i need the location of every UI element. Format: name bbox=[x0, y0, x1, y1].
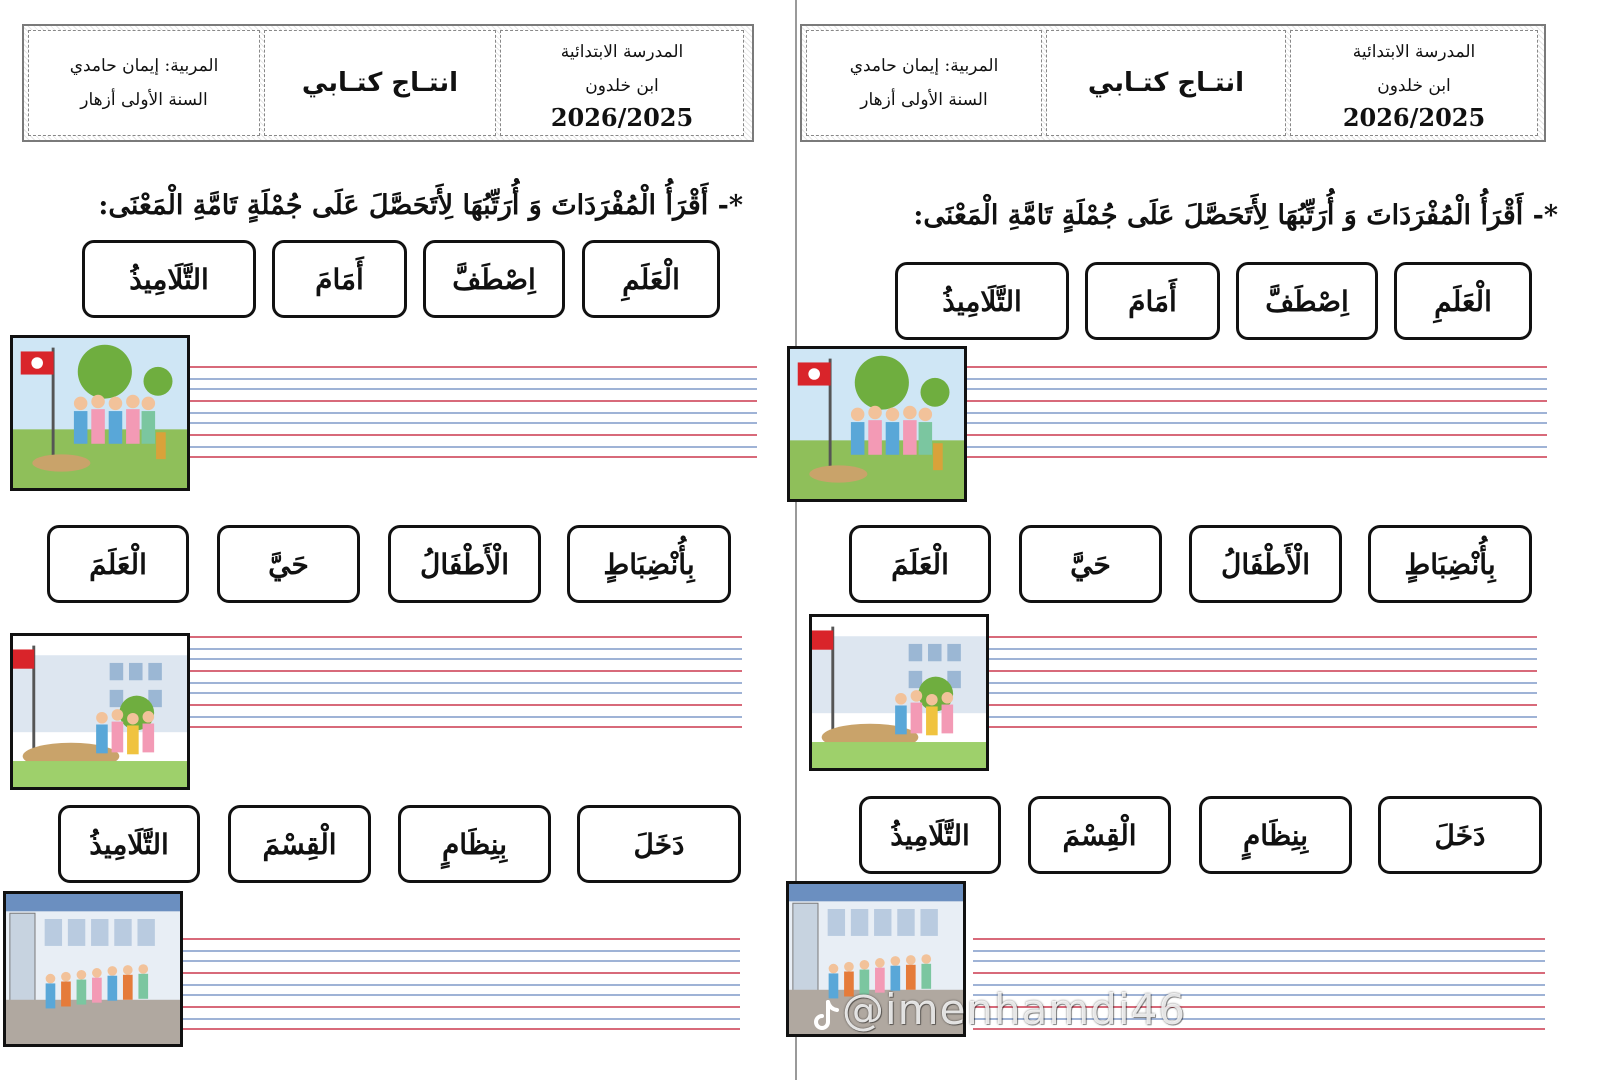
flag-schoolyard-picture bbox=[10, 335, 190, 491]
school-building-picture bbox=[10, 633, 190, 790]
writing-lines[interactable] bbox=[967, 366, 1547, 458]
writing-lines[interactable] bbox=[989, 636, 1537, 728]
school-label: المدرسة الابتدائية bbox=[560, 41, 684, 62]
watermark: @imenhamdi46 bbox=[842, 985, 1187, 1034]
school-cell bbox=[1290, 30, 1538, 136]
word-card[interactable]: التَّلَامِيذُ bbox=[859, 796, 1001, 874]
school-label: المدرسة الابتدائية bbox=[1352, 41, 1476, 62]
word-card[interactable]: التَّلَامِيذُ bbox=[82, 240, 256, 318]
word-card[interactable]: الْعَلَمِ bbox=[1394, 262, 1532, 340]
class-level: السنة الأولى أزهار bbox=[860, 90, 988, 110]
word-card[interactable]: اِصْطَفَّ bbox=[1236, 262, 1378, 340]
title-cell bbox=[1046, 30, 1286, 136]
school-building-picture bbox=[809, 614, 989, 771]
word-card[interactable]: دَخَلَ bbox=[1378, 796, 1542, 874]
word-card[interactable]: حَيَّ bbox=[217, 525, 360, 603]
writing-lines[interactable] bbox=[190, 366, 757, 458]
worksheet-right bbox=[800, 0, 1606, 1080]
worksheet-header bbox=[22, 24, 754, 142]
word-card[interactable]: بِنِظَامٍ bbox=[398, 805, 551, 883]
instruction: *- أَقْرَأُ الْمُفْرَدَاتَ وَ أُرَتِّبُهَا لِأَتَحَصَّلَ عَلَى جُمْلَةٍ تَامَّةِ الْمَعْنَى: bbox=[913, 200, 1558, 231]
teacher-cell bbox=[28, 30, 260, 136]
tiktok-icon bbox=[812, 1000, 840, 1034]
teacher-name: المربية: إيمان حامدي bbox=[69, 56, 219, 76]
school-cell bbox=[500, 30, 744, 136]
word-card[interactable]: أَمَامَ bbox=[1085, 262, 1220, 340]
school-year: 2026/2025 bbox=[1342, 102, 1486, 132]
word-card[interactable]: الْأَطْفَالُ bbox=[1189, 525, 1342, 603]
flag-schoolyard-picture bbox=[787, 346, 967, 502]
title-cell bbox=[264, 30, 496, 136]
worksheet-header bbox=[800, 24, 1546, 142]
school-name: ابن خلدون bbox=[585, 75, 659, 96]
word-card[interactable]: بِأُنْضِبَاطٍ bbox=[1368, 525, 1532, 603]
teacher-name: المربية: إيمان حامدي bbox=[849, 56, 999, 76]
instruction: *- أَقْرَأُ الْمُفْرَدَاتَ وَ أُرَتِّبُهَا لِأَتَحَصَّلَ عَلَى جُمْلَةٍ تَامَّةِ الْمَعْنَى: bbox=[98, 190, 743, 221]
word-card[interactable]: دَخَلَ bbox=[577, 805, 741, 883]
class-level: السنة الأولى أزهار bbox=[80, 90, 208, 110]
word-card[interactable]: الْعَلَمَ bbox=[849, 525, 991, 603]
school-year: 2026/2025 bbox=[550, 102, 694, 132]
teacher-cell bbox=[806, 30, 1042, 136]
word-card[interactable]: التَّلَامِيذُ bbox=[58, 805, 200, 883]
word-card[interactable]: الْعَلَمَ bbox=[47, 525, 189, 603]
word-card[interactable]: بِأُنْضِبَاطٍ bbox=[567, 525, 731, 603]
word-card[interactable]: التَّلَامِيذُ bbox=[895, 262, 1069, 340]
worksheet-title: انتـاج كتـابي bbox=[301, 68, 459, 98]
word-card[interactable]: الْأَطْفَالُ bbox=[388, 525, 541, 603]
word-card[interactable]: حَيَّ bbox=[1019, 525, 1162, 603]
word-card[interactable]: أَمَامَ bbox=[272, 240, 407, 318]
word-card[interactable]: الْقِسْمَ bbox=[1028, 796, 1171, 874]
word-card[interactable]: الْقِسْمَ bbox=[228, 805, 371, 883]
word-card[interactable]: الْعَلَمِ bbox=[582, 240, 720, 318]
worksheet-title: انتـاج كتـابي bbox=[1087, 68, 1245, 98]
worksheet-left bbox=[0, 0, 795, 1080]
word-card[interactable]: بِنِظَامٍ bbox=[1199, 796, 1352, 874]
writing-lines[interactable] bbox=[183, 938, 740, 1030]
word-card[interactable]: اِصْطَفَّ bbox=[423, 240, 565, 318]
school-name: ابن خلدون bbox=[1377, 75, 1451, 96]
classroom-line-picture bbox=[3, 891, 183, 1047]
writing-lines[interactable] bbox=[190, 636, 742, 728]
